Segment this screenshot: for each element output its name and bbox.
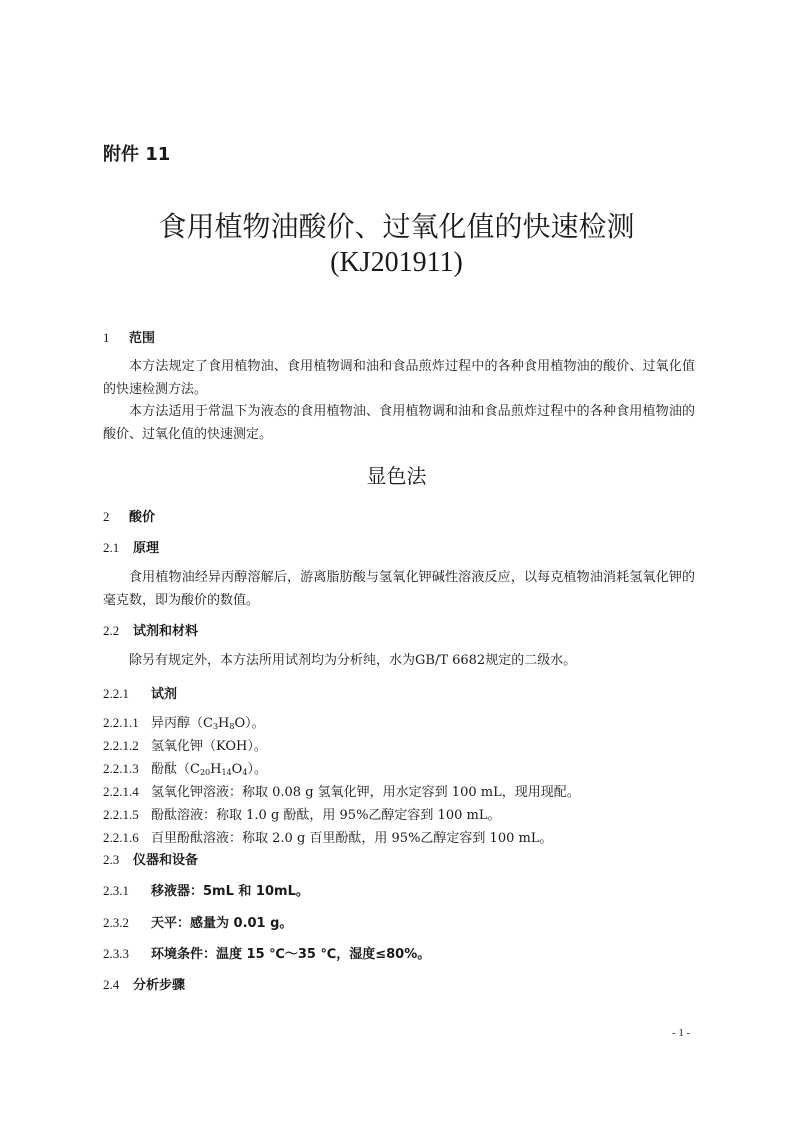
- reagent-item: 2.2.1.4 氢氧化钾溶液：称取 0.08 g 氢氧化钾，用水定容到 100 mL，现用现配。: [103, 784, 580, 800]
- section-number: 2.4: [103, 977, 120, 992]
- section-number: 2.3: [103, 852, 120, 867]
- section-title: 范围: [129, 331, 156, 346]
- principle-paragraph: 食用植物油经异丙醇溶解后，游离脂肪酸与氢氧化钾碱性溶液反应，以每克植物油消耗氢氧化钾的毫克数，即为酸价的数值。: [103, 570, 695, 608]
- reagent-item: 2.2.1.3 酚酞$(C_{20}H_{14}O_4)$。: [103, 761, 267, 777]
- document-code: (KJ201911): [330, 247, 463, 278]
- section-heading-2-1: [103, 537, 159, 556]
- method-title: 显色法: [366, 464, 427, 488]
- reagent-item: 2.2.1.2 氢氧化钾（KOH）。: [103, 738, 267, 754]
- section-title: 仪器和设备: [133, 853, 199, 868]
- section-title: 分析步骤: [133, 978, 186, 993]
- section-number: 1: [103, 330, 110, 345]
- equipment-item: 2.3.2 天平：感量为 0.01 g。: [103, 915, 293, 931]
- section-number: 2: [103, 509, 110, 524]
- document-title: 食用植物油酸价、过氧化值的快速检测: [158, 210, 635, 243]
- scope-paragraph-2: 本方法适用于常温下为液态的食用植物油、食用植物调和油和食品煎炸过程中的各种食用植物油的酸价、过氧化值的快速测定。: [103, 404, 695, 442]
- section-title: 原理: [133, 541, 160, 556]
- section-heading-2-2: [103, 620, 198, 639]
- section-heading-2-2-1: [103, 683, 177, 702]
- section-heading-1: [103, 327, 155, 346]
- attachment-label: 附件 11: [103, 144, 171, 165]
- section-heading-2-3: [103, 849, 198, 868]
- section-heading-2: [103, 506, 155, 525]
- reagent-item: 2.2.1.5 酚酞溶液：称取 1.0 g 酚酞，用 95%乙醇定容到 100 mL。: [103, 807, 501, 823]
- section-number: 2.2.1: [103, 686, 129, 701]
- equipment-item: 2.3.3 环境条件：温度 15 ℃～35 ℃，湿度≤80%。: [103, 946, 431, 962]
- scope-paragraph-1: 本方法规定了食用植物油、食用植物调和油和食品煎炸过程中的各种食用植物油的酸价、过氧化值的快速检测方法。: [103, 359, 695, 397]
- reagent-item: 2.2.1.6 百里酚酞溶液：称取 2.0 g 百里酚酞，用 95%乙醇定容到 100 mL。: [103, 830, 553, 846]
- section-title: 试剂: [151, 687, 178, 702]
- page-number: - 1 -: [672, 1027, 691, 1039]
- reagent-item: 2.2.1.1 异丙醇$(C_3H_8O)$。: [103, 715, 265, 731]
- reagent-note: 除另有规定外，本方法所用试剂均为分析纯，水为GB/T 6682规定的二级水。: [129, 653, 577, 668]
- section-number: 2.1: [103, 540, 120, 555]
- section-heading-2-4: [103, 974, 185, 993]
- section-title: 试剂和材料: [133, 624, 199, 639]
- equipment-item: 2.3.1 移液器：5mL 和 10mL。: [103, 883, 309, 899]
- section-number: 2.2: [103, 623, 120, 638]
- section-title: 酸价: [129, 510, 156, 525]
